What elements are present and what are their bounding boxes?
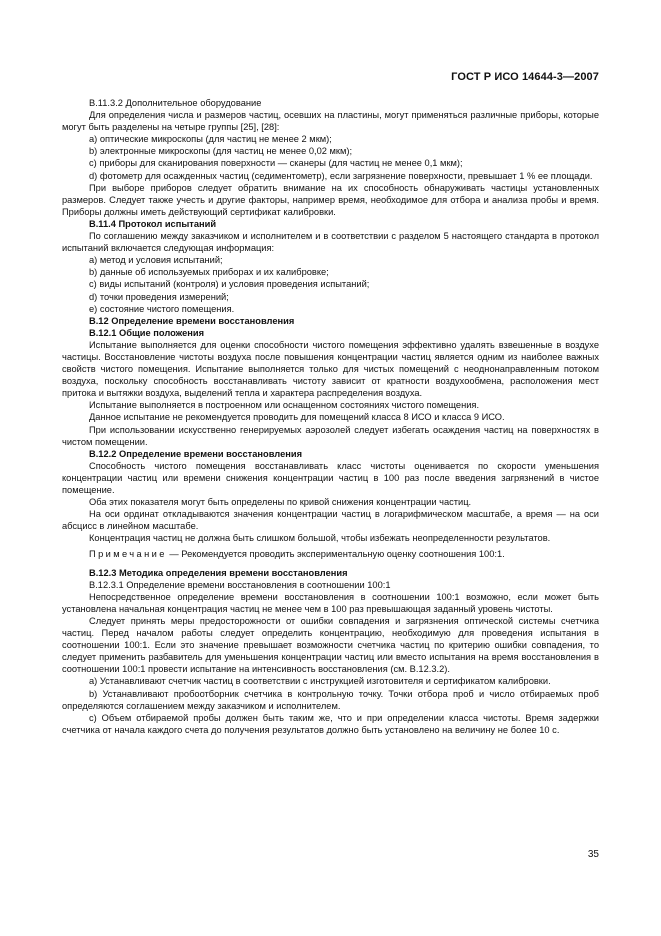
- paragraph: Для определения числа и размеров частиц, осевших на пластины, могут применяться различные приборы, которые могут быть разделены на четыре группы [25], [28]:: [62, 110, 599, 133]
- paragraph: d) фотометр для осажденных частиц (седиментометр), если загрязнение поверхности, превышает 1 % ее площади.: [89, 170, 593, 181]
- note-paragraph: [62, 548, 599, 560]
- paragraph: a) Устанавливают счетчик частиц в соответствии с инструкцией изготовителя и сертификатом калибровки.: [89, 676, 551, 687]
- paragraph: c) Объем отбираемой пробы должен быть таким же, что и при определении класса чистоты. Время задержки счетчика от начала каждого счета до получения результатов должно быть установлено на величину не более 10 с.: [62, 712, 599, 735]
- paragraph: Испытание выполняется в построенном или оснащенном состояниях чистого помещения.: [89, 400, 480, 411]
- paragraph: Следует принять меры предосторожности от ошибки совпадения и загрязнения оптической системы счетчика частиц. Перед началом работы следует определить концентрацию, необходимую для проведения испытания в соотношении 100:1. Если это значение превышает возможности счетчика частиц по критерию ошибки совпадения, то следует применить разбавитель для уменьшения концентрации частиц или вместо испытания на время восстановления в соотношении 100:1 провести испытание на интенсивность восстановления (см. B.12.3.2).: [62, 615, 599, 675]
- paragraph: b) электронные микроскопы (для частиц не менее 0,02 мкм);: [89, 146, 353, 157]
- paragraph: Непосредственное определение времени восстановления в соотношении 100:1 возможно, если может быть установлена начальная концентрация частиц не менее чем в 100 раз превышающая заданный уровень чистоты.: [62, 591, 599, 614]
- section-heading: B.11.4 Протокол испытаний: [89, 218, 217, 229]
- paragraph: c) виды испытаний (контроля) и условия проведения испытаний;: [89, 279, 370, 290]
- paragraph: На оси ординат откладываются значения концентрации частиц в логарифмическом масштабе, а время — на оси абсцисс в линейном масштабе.: [62, 509, 599, 532]
- paragraph: Способность чистого помещения восстанавливать класс чистоты оценивается по скорости уменьшения концентрации частиц или времени снижения концентрации частиц в 100 раз после введения загрязнений в чистое помещение.: [62, 460, 599, 495]
- section-heading: B.12 Определение времени восстановления: [89, 315, 295, 326]
- paragraph: b) данные об используемых приборах и их калибровке;: [89, 267, 329, 278]
- paragraph: Оба этих показателя могут быть определены по кривой снижения концентрации частиц.: [89, 497, 472, 508]
- paragraph: При выборе приборов следует обратить внимание на их способность обнаруживать частицы установленных размеров. Следует также учесть и другие факторы, например время, необходимое для отбора и анализа пробы и время. Приборы должны иметь действующий сертификат калибровки.: [62, 182, 599, 217]
- paragraph: B.11.3.2 Дополнительное оборудование: [89, 98, 262, 108]
- paragraph: e) состояние чистого помещения.: [89, 303, 235, 314]
- standard-header: ГОСТ Р ИСО 14644-3—2007: [451, 71, 599, 83]
- paragraph: При использовании искусственно генерируемых аэрозолей следует избегать осаждения частиц на поверхностях в чистом помещении.: [62, 424, 599, 447]
- paragraph: c) приборы для сканирования поверхности — сканеры (для частиц не менее 0,1 мкм);: [89, 158, 463, 169]
- paragraph: a) оптические микроскопы (для частиц не менее 2 мкм);: [89, 134, 332, 145]
- section-heading: B.12.3 Методика определения времени восстановления: [89, 567, 348, 578]
- section-heading: B.12.2 Определение времени восстановления: [89, 448, 302, 459]
- note-text: — Рекомендуется проводить экспериментальную оценку соотношения 100:1.: [166, 549, 505, 560]
- paragraph: b) Устанавливают пробоотборник счетчика в контрольную точку. Точки отбора проб и число отбираемых проб определяются соглашением между заказчиком и исполнителем.: [62, 688, 599, 711]
- paragraph: a) метод и условия испытаний;: [89, 255, 223, 266]
- document-body: [62, 97, 599, 736]
- page-number: 35: [587, 849, 599, 860]
- note-label: Примечание: [89, 549, 167, 560]
- paragraph: d) точки проведения измерений;: [89, 291, 229, 302]
- paragraph: По соглашению между заказчиком и исполнителем и в соответствии с разделом 5 настоящего стандарта в протокол испытаний включается следующая информация:: [62, 231, 599, 254]
- paragraph: Испытание выполняется для оценки способности чистого помещения эффективно удалять взвешенные в воздухе частицы. Восстановление чистоты воздуха после повышения концентрации частиц является одним из наиболее важных свойств чистого помещения. Испытание выполняется только для чистых помещений с неоднонаправленным потоком воздуха, поскольку способность восстанавливать чистоту зависит от кратности воздухообмена, расположения мест притока и вытяжки воздуха, выделений тепла и характера распределения воздуха.: [62, 339, 599, 399]
- paragraph: B.12.3.1 Определение времени восстановления в соотношении 100:1: [89, 579, 391, 590]
- paragraph: Концентрация частиц не должна быть слишком большой, чтобы избежать неопределенности результатов.: [89, 533, 551, 544]
- section-heading: B.12.1 Общие положения: [89, 327, 205, 338]
- paragraph: Данное испытание не рекомендуется проводить для помещений класса 8 ИСО и класса 9 ИСО.: [89, 412, 505, 423]
